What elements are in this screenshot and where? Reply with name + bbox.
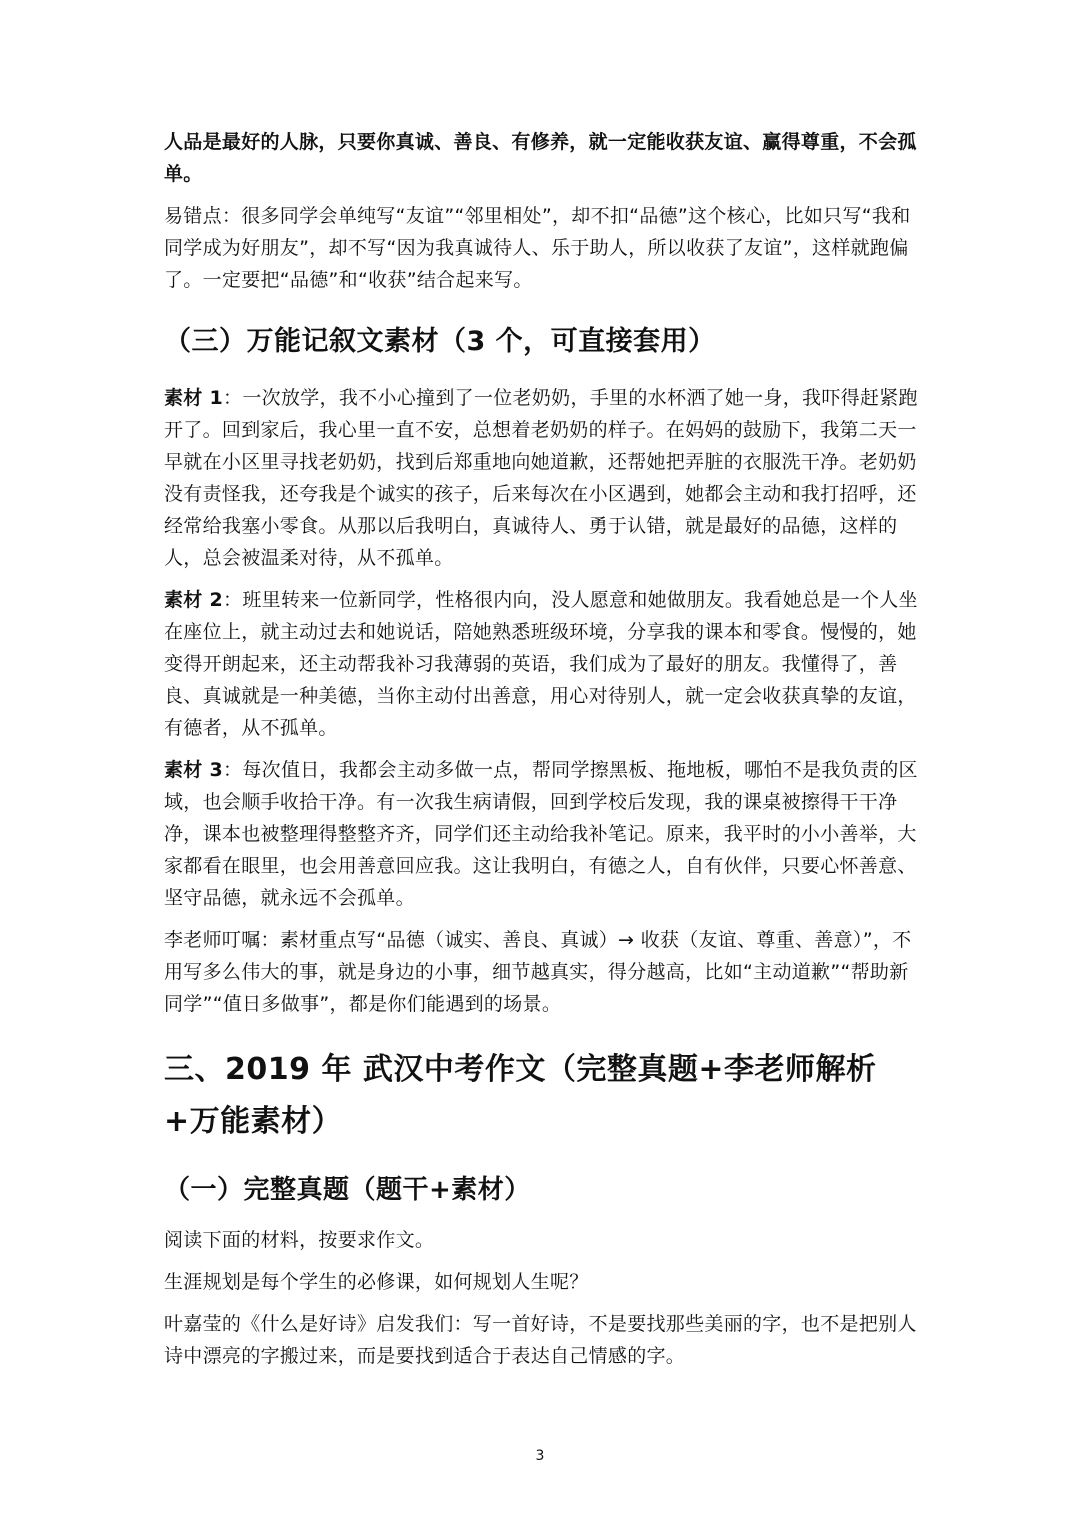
- teacher-note: 李老师叮嘱：素材重点写“品德（诚实、善良、真诚）→ 收获（友谊、尊重、善意）”，不用写多么伟大的事，就是身边的小事，细节越真实，得分越高，比如“主动道歉”“帮助新同学”“值日多做事”，都是你们能遇到的场景。: [164, 929, 912, 1015]
- question-paragraph-2: 生涯规划是每个学生的必修课，如何规划人生呢？: [164, 1271, 589, 1293]
- material-label-2: 素材 2: [164, 589, 224, 611]
- section-heading-materials: （三）万能记叙文素材（3 个，可直接套用）: [164, 326, 716, 357]
- material-paragraph-1: [164, 382, 924, 574]
- chapter-heading-2019: 三、2019 年 武汉中考作文（完整真题+李老师解析+万能素材）: [164, 1052, 877, 1139]
- material-label-3: 素材 3: [164, 759, 224, 781]
- page-content: [164, 126, 924, 1382]
- material-text-3: ：每次值日，我都会主动多做一点，帮同学擦黑板、拖地板，哪怕不是我负责的区域，也会顺手收拾干净。有一次我生病请假，回到学校后发现，我的课桌被擦得干干净净，课本也被整理得整整齐齐，同学们还主动给我补笔记。原来，我平时的小小善举，大家都看在眼里，也会用善意回应我。这让我明白，有德之人，自有伙伴，只要心怀善意、坚守品德，就永远不会孤单。: [164, 759, 918, 909]
- question-paragraph-3: 叶嘉莹的《什么是好诗》启发我们：写一首好诗，不是要找那些美丽的字，也不是把别人诗中漂亮的字搬过来，而是要找到适合于表达自己情感的字。: [164, 1313, 917, 1367]
- material-text-1: ：一次放学，我不小心撞到了一位老奶奶，手里的水杯洒了她一身，我吓得赶紧跑开了。回到家后，我心里一直不安，总想着老奶奶的样子。在妈妈的鼓励下，我第二天一早就在小区里寻找老奶奶，找到后郑重地向她道歉，还帮她把弄脏的衣服洗干净。老奶奶没有责怪我，还夸我是个诚实的孩子，后来每次在小区遇到，她都会主动和我打招呼，还经常给我塞小零食。从那以后我明白，真诚待人、勇于认错，就是最好的品德，这样的人，总会被温柔对待，从不孤单。: [164, 387, 918, 569]
- material-paragraph-3: [164, 754, 924, 914]
- material-paragraph-2: [164, 584, 924, 744]
- error-point-note: 易错点：很多同学会单纯写“友谊”“邻里相处”，却不扣“品德”这个核心，比如只写“我和同学成为好朋友”，却不写“因为我真诚待人、乐于助人，所以收获了友谊”，这样就跑偏了。一定要把“品德”和“收获”结合起来写。: [164, 205, 911, 291]
- question-paragraph-1: 阅读下面的材料，按要求作文。: [164, 1229, 435, 1251]
- subsection-heading-full-question: （一）完整真题（题干+素材）: [164, 1175, 531, 1205]
- material-label-1: 素材 1: [164, 387, 224, 409]
- bold-statement: 人品是最好的人脉，只要你真诚、善良、有修养，就一定能收获友谊、赢得尊重，不会孤单。: [164, 131, 917, 185]
- page-number: 3: [535, 1448, 545, 1464]
- material-text-2: ：班里转来一位新同学，性格很内向，没人愿意和她做朋友。我看她总是一个人坐在座位上，就主动过去和她说话，陪她熟悉班级环境，分享我的课本和零食。慢慢的，她变得开朗起来，还主动帮我补习我薄弱的英语，我们成为了最好的朋友。我懂得了，善良、真诚就是一种美德，当你主动付出善意，用心对待别人，就一定会收获真挚的友谊，有德者，从不孤单。: [164, 589, 918, 739]
